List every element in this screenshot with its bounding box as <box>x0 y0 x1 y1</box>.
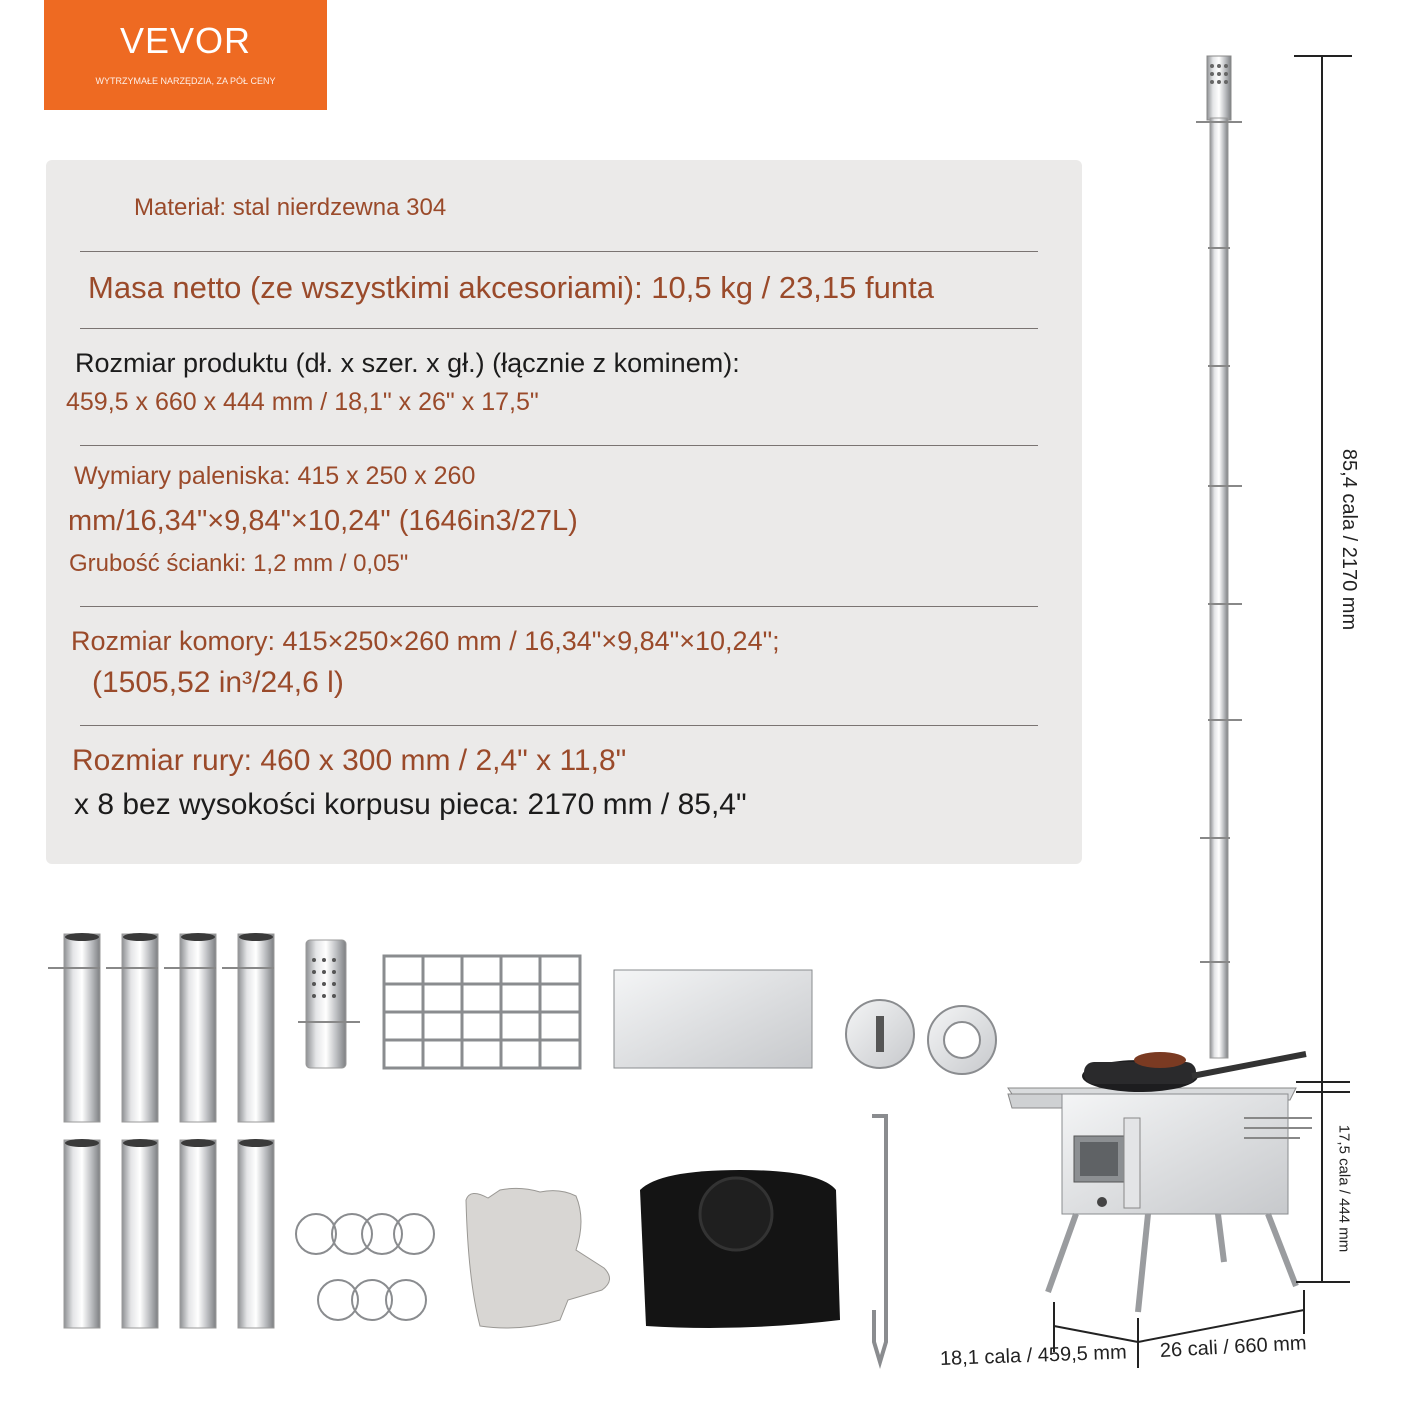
spec-firebox-line1: Wymiary paleniska: 415 x 250 x 260 <box>74 462 476 490</box>
spec-size-value: 459,5 x 660 x 444 mm / 18,1" x 26" x 17,5" <box>66 388 539 416</box>
spark-arrestor <box>298 940 360 1068</box>
chimney-pipes <box>48 933 274 1328</box>
spec-weight: Masa netto (ze wszystkimi akcesoriami): 10,5 kg / 23,15 funta <box>88 270 934 305</box>
chimney-plate <box>846 1000 996 1074</box>
brand-name: VEVOR <box>119 20 252 61</box>
spec-material: Materiał: stal nierdzewna 304 <box>134 194 447 221</box>
hose-clamps <box>296 1214 434 1320</box>
carry-bag <box>640 1170 840 1328</box>
dim-depth: 17,5 cala / 444 mm <box>1335 1124 1353 1253</box>
grill-rack <box>384 956 580 1068</box>
spec-firebox-line2: mm/16,34"×9,84"×10,24" (1646in3/27L) <box>68 505 578 537</box>
brand-tagline: WYTRZYMAŁE NARZĘDZIA, ZA PÓŁ CENY <box>95 76 276 86</box>
side-tray <box>614 970 812 1068</box>
spec-pipe-line2: x 8 bez wysokości korpusu pieca: 2170 mm / 85,4" <box>74 788 747 821</box>
spec-wall: Grubość ścianki: 1,2 mm / 0,05" <box>69 550 409 577</box>
spec-pipe-line1: Rozmiar rury: 460 x 300 mm / 2,4" x 11,8" <box>72 744 627 777</box>
dim-length: 26 cali / 660 mm <box>1159 1332 1308 1362</box>
dim-width: 18,1 cala / 459,5 mm <box>939 1341 1128 1370</box>
gloves <box>466 1188 610 1328</box>
stove <box>1008 1052 1312 1312</box>
spec-chamber-line2: (1505,52 in³/24,6 l) <box>92 666 344 699</box>
spec-chamber-line1: Rozmiar komory: 415×250×260 mm / 16,34"×9,84"×10,24"; <box>71 626 780 656</box>
dim-height-total: 85,4 cala / 2170 mm <box>1338 448 1361 631</box>
poker-hook <box>872 1116 886 1362</box>
chimney <box>1196 56 1242 1058</box>
spec-size-label: Rozmiar produktu (dł. x szer. x gł.) (łącznie z kominem): <box>75 348 740 378</box>
